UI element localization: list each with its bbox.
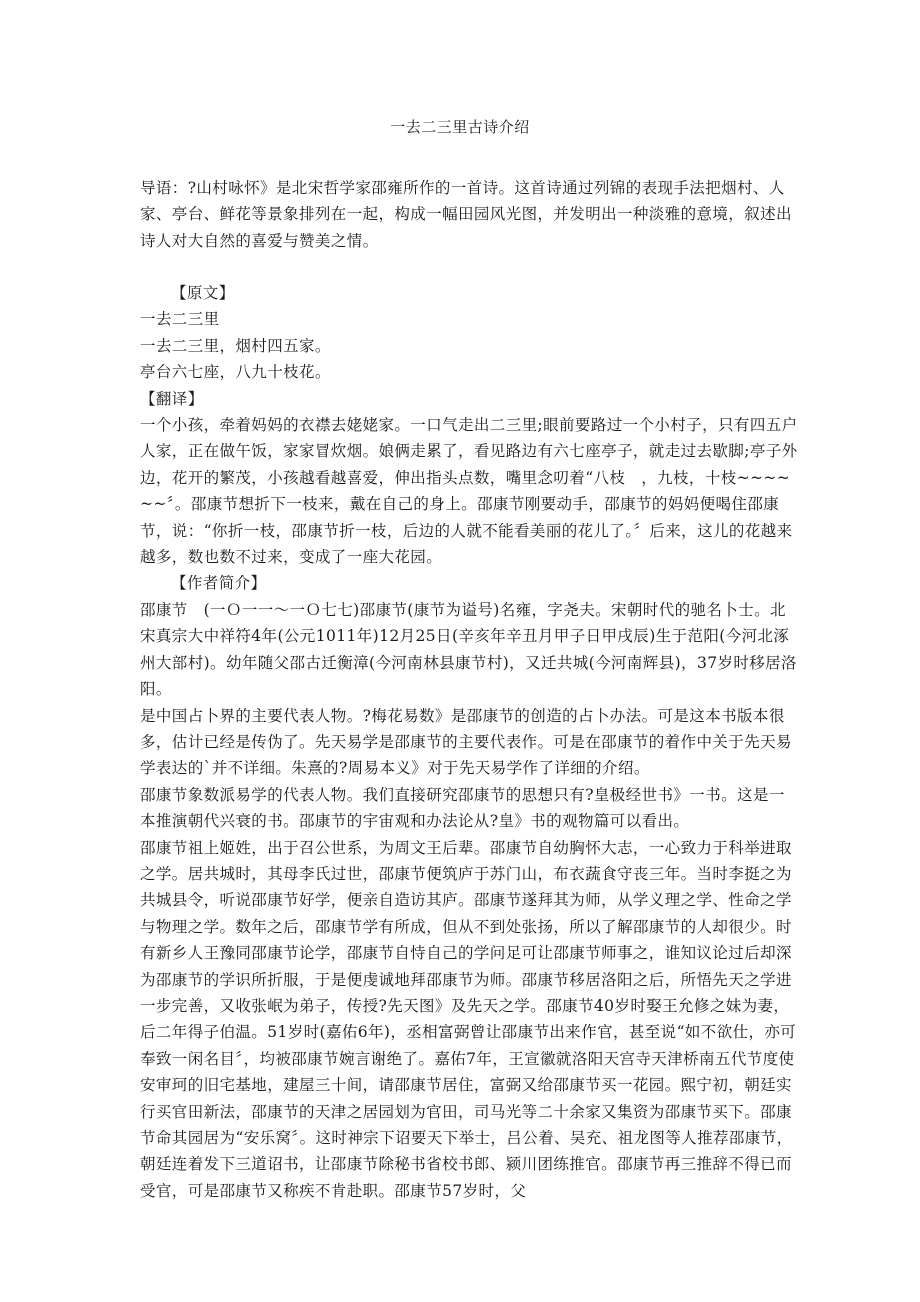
intro-section [140, 175, 800, 254]
author-heading: 【作者简介】 [171, 574, 267, 593]
author-paragraph-3: 邵康节象数派易学的代表人物。我们直接研究邵康节的思想只有?皇极经世书》一书。这是一本推演朝代兴衰的书。邵康节的宇宙观和办法论从?皇》书的观物篇可以看出。 [140, 785, 785, 831]
translation-paragraph: 一个小孩，牵着妈妈的衣襟去姥姥家。一口气走出二三里;眼前要路过一个小村子，只有四五户人家，正在做午饭，家家冒炊烟。娘俩走累了，看见路边有六七座亭子，就走过去歇脚;亭子外边，花开的繁茂，小孩越看越喜爱，伸出指头点数，嘴里念叨着“八枝 ，九枝，十枝~~~~~~〞。邵康节想折下一枝来，戴在自己的身上。邵康节刚要动手，邵康节的妈妈便喝住邵康节，说：“你折一枝，邵康节折一枝，后边的人就不能看美丽的花儿了。〞后来，这儿的花越来越多，数也数不过来，变成了一座大花园。 [140, 416, 798, 567]
main-section [140, 280, 800, 1204]
poem-line-1: 一去二三里，烟村四五家。 [140, 336, 331, 355]
translation-heading: 【翻译】 [140, 389, 204, 408]
poem-title: 一去二三里 [140, 310, 220, 329]
document-title: 一去二三里古诗介绍 [390, 118, 530, 136]
poem-line-2: 亭台六七座，八九十枝花。 [140, 363, 331, 382]
original-heading: 【原文】 [171, 284, 235, 302]
author-paragraph-2: 是中国占卜界的主要代表人物。?梅花易数》是邵康节的创造的占卜办法。可是这本书版本很多，估计已经是传伪了。先天易学是邵康节的主要代表作。可是在邵康节的着作中关于先天易学表达的`并不详细。朱熹的?周易本义》对于先天易学作了详细的介绍。 [140, 706, 792, 778]
author-paragraph-1: 邵康节 (一Ｏ一一～一Ｏ七七)邵康节(康节为谥号)名雍，字尧夫。宋朝时代的驰名卜士。北宋真宗大中祥符4年(公元1011年)12月25日(辛亥年辛丑月甲子日甲戌辰)生于范阳(今河北涿州大部村)。幼年随父邵古迁衡漳(今河南林县康节村)，又迁共城(今河南辉县)，37岁时移居洛阳。 [140, 600, 797, 699]
intro-paragraph: 导语：?山村咏怀》是北宋哲学家邵雍所作的一首诗。这首诗通过列锦的表现手法把烟村、人家、亭台、鲜花等景象排列在一起，构成一幅田园风光图，并发明出一种淡雅的意境，叙述出诗人对大自然的喜爱与赞美之情。 [140, 179, 792, 250]
author-paragraph-4: 邵康节祖上姬姓，出于召公世系，为周文王后辈。邵康节自幼胸怀大志，一心致力于科举进取之学。居共城时，其母李氏过世，邵康节便筑庐于苏门山，布衣蔬食守丧三年。当时李挺之为共城县令，听说邵康节好学，便亲自造访其庐。邵康节遂拜其为师，从学义理之学、性命之学与物理之学。数年之后，邵康节学有所成，但从不到处张扬，所以了解邵康节的人却很少。时有新乡人王豫同邵康节论学，邵康节自恃自己的学问足可让邵康节师事之，谁知议论过后却深为邵康节的学识所折服，于是便虔诚地拜邵康节为师。邵康节移居洛阳之后，所悟先天之学进一步完善，又收张岷为弟子，传授?先天图》及先天之学。邵康节40岁时娶王允修之妹为妻，后二年得子伯温。51岁时(嘉佑6年)，丞相富弼曾让邵康节出来作官，甚至说“如不欲仕，亦可奉致一闲名目〞，均被邵康节婉言谢绝了。嘉佑7年，王宣徽就洛阳天宫寺天津桥南五代节度使安审珂的旧宅基地，建屋三十间，请邵康节居住，富弼又给邵康节买一花园。熙宁初，朝廷实行买官田新法，邵康节的天津之居园划为官田，司马光等二十余家又集资为邵康节买下。邵康节命其园居为“安乐窝〞。这时神宗下诏要天下举士，吕公着、吴充、祖龙图等人推荐邵康节，朝廷连着发下三道诏书，让邵康节除秘书省校书郎、颍川团练推官。邵康节再三推辞不得已而受官，可是邵康节又称疾不肯赴职。邵康节57岁时，父 [140, 838, 797, 1200]
